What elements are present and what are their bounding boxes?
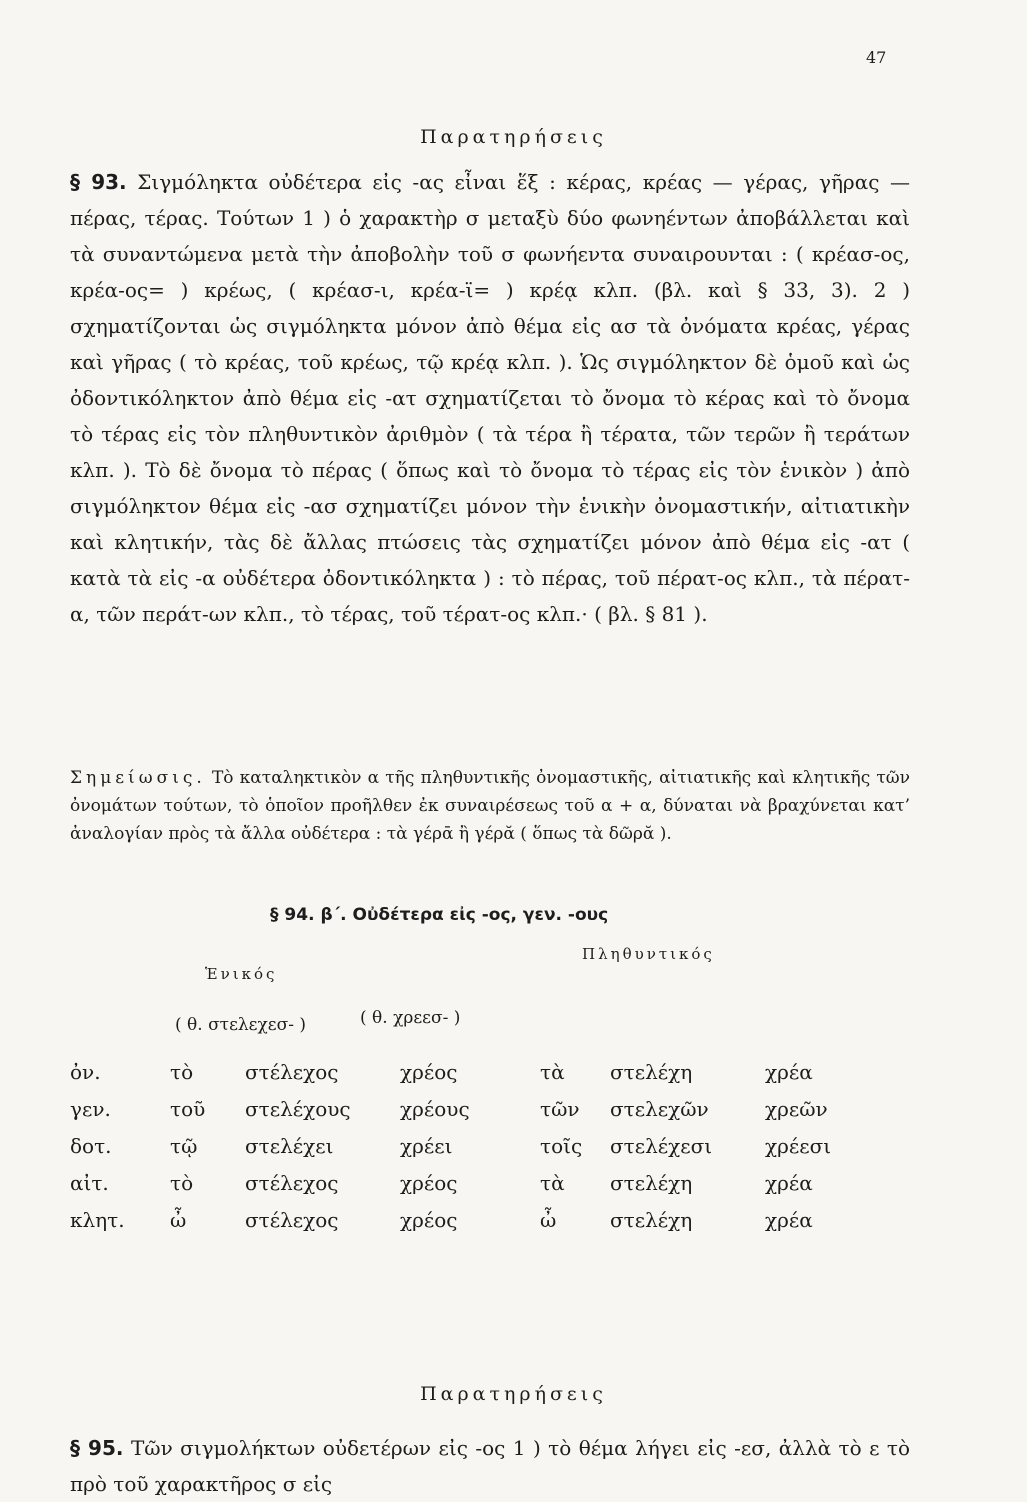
- form-chreos: χρέος: [400, 1060, 458, 1084]
- table-row: [70, 1208, 870, 1245]
- page-number: 47: [866, 48, 887, 67]
- form-stelechos: στέλεχος: [245, 1171, 339, 1195]
- stem-chreos: ( θ. χρεεσ- ): [360, 1008, 461, 1028]
- note-label: Σημείωσις.: [70, 768, 206, 788]
- plural-article: τοῖς: [540, 1134, 583, 1158]
- table-row: [70, 1134, 870, 1171]
- table-row: [70, 1171, 870, 1208]
- plural-form-stelechos: στελέχεσι: [610, 1134, 713, 1158]
- plural-form-chreos: χρέα: [765, 1208, 813, 1232]
- form-stelechos: στελέχει: [245, 1134, 334, 1158]
- case-label: κλητ.: [70, 1208, 125, 1232]
- form-stelechos: στελέχους: [245, 1097, 351, 1121]
- plural-form-stelechos: στελέχη: [610, 1060, 693, 1084]
- form-stelechos: στέλεχος: [245, 1208, 339, 1232]
- case-label: ὀν.: [70, 1060, 101, 1084]
- form-stelechos: στέλεχος: [245, 1060, 339, 1084]
- plural-form-chreos: χρέα: [765, 1060, 813, 1084]
- plural-article: τὰ: [540, 1060, 565, 1084]
- article: ὦ: [170, 1208, 187, 1232]
- form-chreos: χρέος: [400, 1208, 458, 1232]
- note-paragraph: [70, 764, 910, 848]
- plural-label: Πληθυντικός: [582, 945, 715, 963]
- article: τοῦ: [170, 1097, 206, 1121]
- plural-form-chreos: χρέα: [765, 1171, 813, 1195]
- plural-article: τῶν: [540, 1097, 580, 1121]
- note-text: Τὸ καταληκτικὸν α τῆς πληθυντικῆς ὀνομαστικῆς, αἰτιατικῆς καὶ κλητικῆς τῶν ὀνομάτων τούτων, τὸ ὁποῖον προῆλθεν ἐκ συναιρέσεως τοῦ α + α, δύναται νὰ βραχύνεται κατ’ ἀναλογίαν πρὸς τὰ ἄλλα οὐδέτερα : τὰ γέρᾱ ἢ γέρᾰ ( ὅπως τὰ δῶρᾰ ).: [70, 768, 910, 844]
- section-heading-observations: Παρατηρήσεις: [420, 126, 607, 148]
- case-label: αἰτ.: [70, 1171, 109, 1195]
- section-94-heading: § 94. β΄. Οὐδέτερα εἰς -ος, γεν. -ους: [270, 905, 609, 925]
- table-row: [70, 1097, 870, 1134]
- plural-article: τὰ: [540, 1171, 565, 1195]
- article: τὸ: [170, 1060, 194, 1084]
- section-number-95: § 95.: [70, 1436, 124, 1460]
- case-label: δοτ.: [70, 1134, 112, 1158]
- paragraph-93-text: Σιγμόληκτα οὐδέτερα εἰς -ας εἶναι ἕξ : κέρας, κρέας — γέρας, γῆρας — πέρας, τέρας. Τούτων 1 ) ὁ χαρακτὴρ σ μεταξὺ δύο φωνηέντων ἀποβάλλεται καὶ τὰ συναντώμενα μετὰ τὴν ἀποβολὴν τοῦ σ φωνήεντα συναιρουνται : ( κρέασ-ος, κρέα-ος= ) κρέως, ( κρέασ-ι, κρέα-ϊ= ) κρέᾳ κλπ. (βλ. καὶ § 33, 3). 2 ) σχηματίζονται ὡς σιγμόληκτα μόνον ἀπὸ θέμα εἰς ασ τὰ ὀνόματα κρέας, γέρας καὶ γῆρας ( τὸ κρέας, τοῦ κρέως, τῷ κρέᾳ κλπ. ). Ὡς σιγμόληκτον δὲ ὁμοῦ καὶ ὡς ὀδοντικόληκτον ἀπὸ θέμα εἰς -ατ σχηματίζεται τὸ ὄνομα τὸ κέρας καὶ τὸ ὄνομα τὸ τέρας εἰς τὸν πληθυντικὸν ἀριθμὸν ( τὰ τέρα ἢ τέρατα, τῶν τερῶν ἢ τεράτων κλπ. ). Τὸ δὲ ὄνομα τὸ πέρας ( ὅπως καὶ τὸ ὄνομα τὸ τέρας εἰς τὸν ἑνικὸν ) ἀπὸ σιγμόληκτον θέμα εἰς -ασ σχηματίζει μόνον τὴν ἑνικὴν ὀνομαστικήν, αἰτιατικὴν καὶ κλητικήν, τὰς δὲ ἄλλας πτώσεις τὰς σχηματίζει μόνον ἀπὸ θέμα εἰς -ατ ( κατὰ τὰ εἰς -α οὐδέτερα ὀδοντικόληκτα ) : τὸ πέρας, τοῦ πέρατ-ος κλπ., τὰ πέρατ-α, τῶν περάτ-ων κλπ., τὸ τέρας, τοῦ τέρατ-ος κλπ.· ( βλ. § 81 ).: [70, 170, 910, 626]
- plural-form-stelechos: στελεχῶν: [610, 1097, 709, 1121]
- section-number-93: § 93.: [70, 170, 127, 194]
- plural-article: ὦ: [540, 1208, 557, 1232]
- plural-form-chreos: χρέεσι: [765, 1134, 832, 1158]
- form-chreos: χρέους: [400, 1097, 470, 1121]
- table-row: [70, 1060, 870, 1097]
- article: τὸ: [170, 1171, 194, 1195]
- declension-table: [70, 1060, 870, 1245]
- paragraph-93: [70, 164, 910, 632]
- case-label: γεν.: [70, 1097, 111, 1121]
- singular-label: Ἑνικός: [205, 965, 278, 983]
- paragraph-95-text: Τῶν σιγμολήκτων οὐδετέρων εἰς -ος 1 ) τὸ θέμα λήγει εἰς -εσ, ἀλλὰ τὸ ε τὸ πρὸ τοῦ χαρακτῆρος σ εἰς: [70, 1436, 911, 1496]
- plural-form-chreos: χρεῶν: [765, 1097, 828, 1121]
- section-heading-observations-2: Παρατηρήσεις: [420, 1383, 607, 1405]
- stem-stelechos: ( θ. στελεχεσ- ): [175, 1015, 306, 1035]
- article: τῷ: [170, 1134, 198, 1158]
- paragraph-95: [70, 1430, 910, 1502]
- form-chreos: χρέος: [400, 1171, 458, 1195]
- form-chreos: χρέει: [400, 1134, 453, 1158]
- plural-form-stelechos: στελέχη: [610, 1171, 693, 1195]
- plural-form-stelechos: στελέχη: [610, 1208, 693, 1232]
